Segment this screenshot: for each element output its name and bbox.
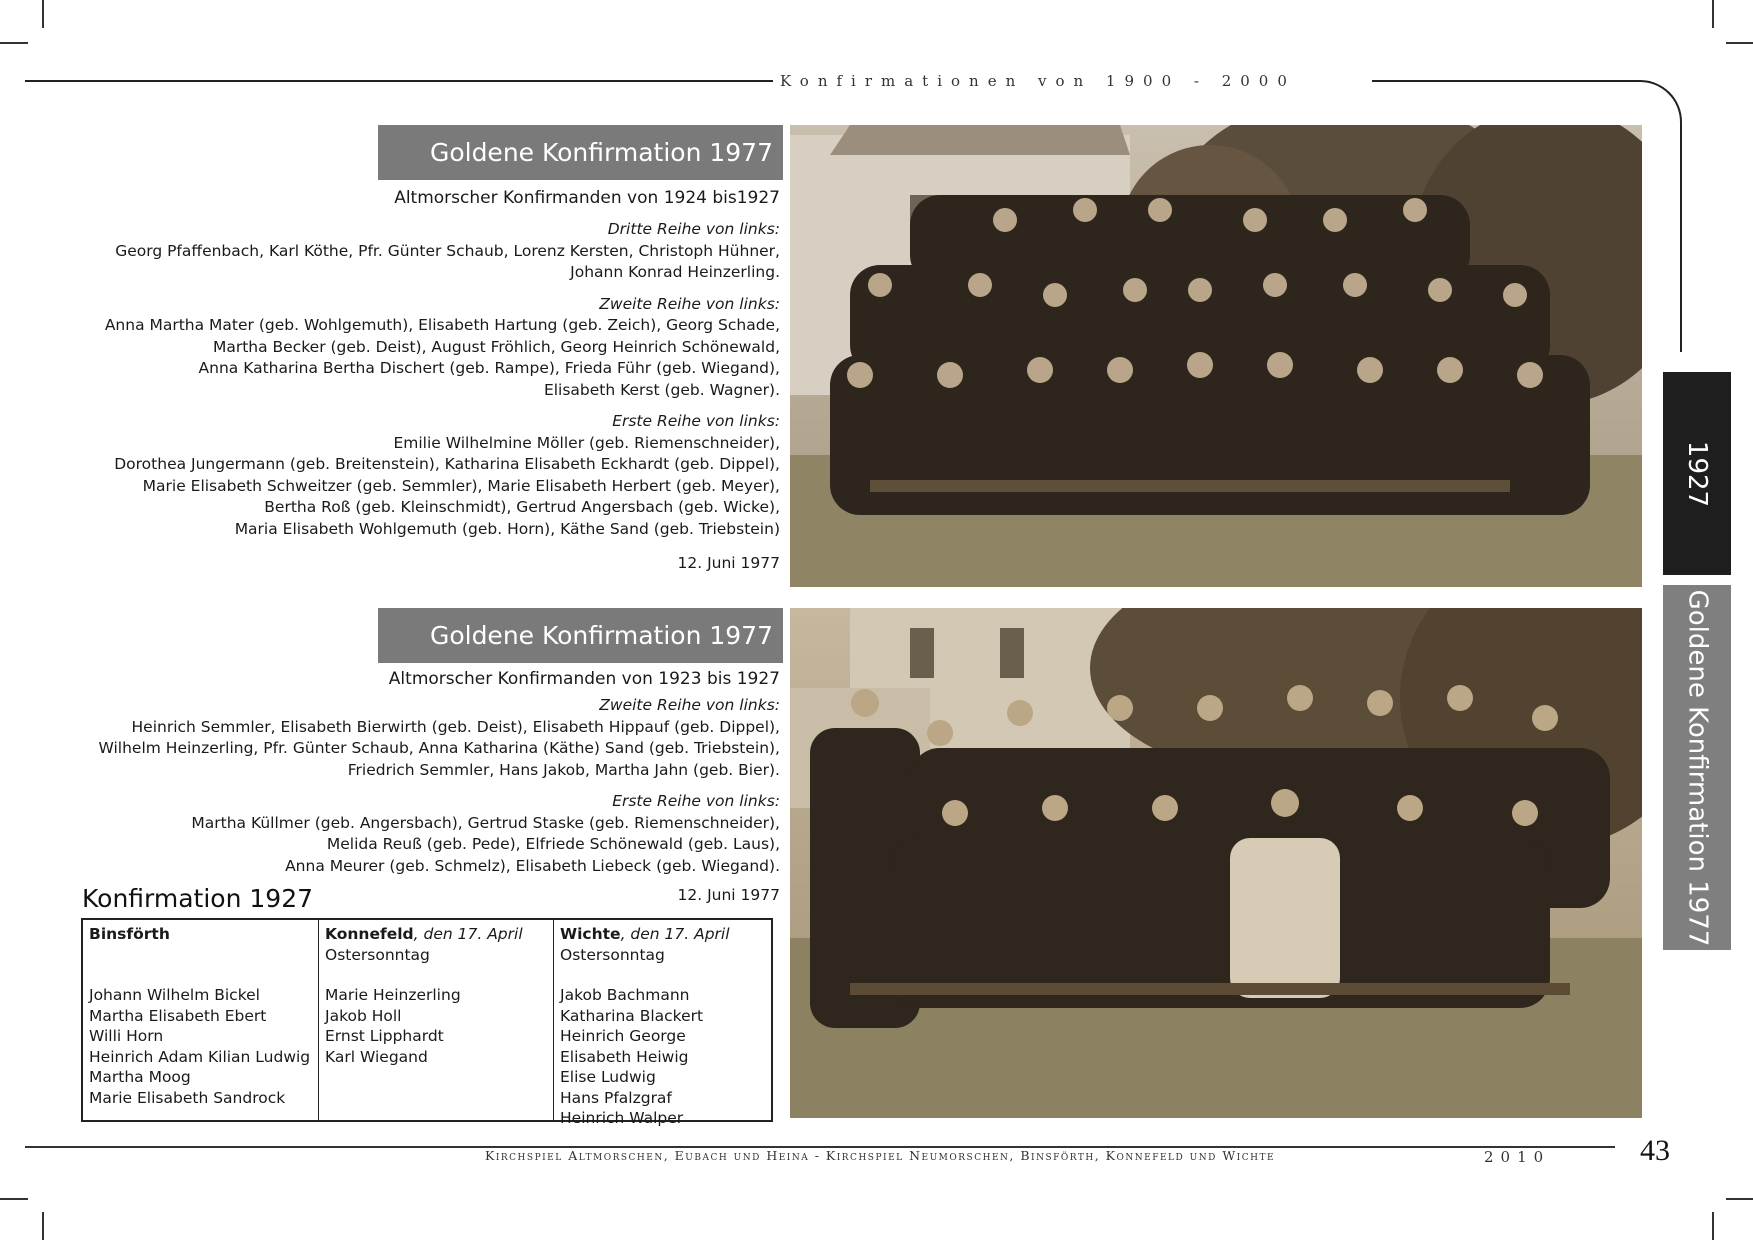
konfirmation-heading: Konfirmation 1927 xyxy=(82,884,314,913)
section1-row1-line: Dorothea Jungermann (geb. Breitenstein), Katharina Elisabeth Eckhardt (geb. Dippel), xyxy=(114,455,780,473)
konf-name: Marie Heinzerling xyxy=(325,986,461,1004)
section2-row2-line: Heinrich Semmler, Elisabeth Bierwirth (geb. Deist), Elisabeth Hippauf (geb. Dippel), xyxy=(131,717,780,736)
konf-name: Heinrich Walper xyxy=(560,1109,684,1127)
crop-mark xyxy=(1712,1212,1714,1240)
konf-names xyxy=(560,985,765,1129)
section2-row1-line: Melida Reuß (geb. Pede), Elfriede Schönewald (geb. Laus), xyxy=(326,835,780,853)
konf-column-binsfoerth xyxy=(83,920,319,1120)
section1-date: 12. Juni 1977 xyxy=(677,554,780,572)
konf-date: , den 17. April xyxy=(620,925,730,943)
footer-text: Kirchspiel Altmorschen, Eubach und Heina - Kirchspiel Neumorschen, Binsförth, Konnefeld und Wichte xyxy=(485,1148,1276,1163)
section2-caption xyxy=(60,695,780,877)
konf-column-konnefeld xyxy=(319,920,554,1120)
section1-row1-line: Maria Elisabeth Wohlgemuth (geb. Horn), Käthe Sand (geb. Triebstein) xyxy=(234,519,780,538)
konf-name: Jakob Bachmann xyxy=(560,986,690,1004)
section1-title-bar xyxy=(378,125,783,180)
section1-subtitle: Altmorscher Konfirmanden von 1924 bis1927 xyxy=(394,188,780,208)
running-header: Konfirmationen von 1900 - 2000 xyxy=(780,72,1296,90)
section1-title: Goldene Konfirmation 1977 xyxy=(429,138,773,167)
header-rule-right xyxy=(1372,80,1632,82)
section2-row2-line: Friedrich Semmler, Hans Jakob, Martha Jahn (geb. Bier). xyxy=(347,760,780,779)
group-photo-1924-1927 xyxy=(790,125,1642,587)
group-photo-1923-1927 xyxy=(790,608,1642,1118)
konf-name: Johann Wilhelm Bickel xyxy=(89,986,260,1004)
konf-day: Ostersonntag xyxy=(560,945,665,964)
konf-day: Ostersonntag xyxy=(325,945,430,964)
konf-name: Elisabeth Heiwig xyxy=(560,1047,689,1066)
konf-name: Hans Pfalzgraf xyxy=(560,1088,672,1107)
konf-name: Karl Wiegand xyxy=(325,1047,428,1066)
konf-name: Jakob Holl xyxy=(325,1006,402,1025)
footer-year: 2010 xyxy=(1484,1148,1551,1166)
section1-caption xyxy=(60,219,780,540)
side-tab-year xyxy=(1663,372,1731,575)
konf-name: Martha Elisabeth Ebert xyxy=(89,1006,267,1025)
konf-name: Martha Moog xyxy=(89,1068,191,1086)
section2-row1-line: Anna Meurer (geb. Schmelz), Elisabeth Liebeck (geb. Wiegand). xyxy=(285,856,780,875)
konf-names xyxy=(325,985,547,1067)
konf-name: Marie Elisabeth Sandrock xyxy=(89,1088,286,1107)
section2-row1-line: Martha Küllmer (geb. Angersbach), Gertrud Staske (geb. Riemenschneider), xyxy=(191,813,780,832)
konf-name: Willi Horn xyxy=(89,1027,164,1045)
konf-column-wichte xyxy=(554,920,771,1127)
header-rule-left xyxy=(25,80,773,82)
crop-mark xyxy=(42,0,44,28)
konf-name: Heinrich George xyxy=(560,1027,686,1045)
konf-place: Wichte xyxy=(560,925,621,943)
section1-row1-line: Marie Elisabeth Schweitzer (geb. Semmler), Marie Elisabeth Herbert (geb. Meyer), xyxy=(142,476,780,495)
section1-row2-line: Anna Martha Mater (geb. Wohlgemuth), Elisabeth Hartung (geb. Zeich), Georg Schade, xyxy=(104,316,780,334)
section1-row1-line: Emilie Wilhelmine Möller (geb. Riemenschneider), xyxy=(393,433,780,452)
crop-mark xyxy=(0,1198,28,1200)
section2-row2-line: Wilhelm Heinzerling, Pfr. Günter Schaub, Anna Katharina (Käthe) Sand (geb. Triebstein), xyxy=(98,739,780,757)
konf-name: Heinrich Adam Kilian Ludwig xyxy=(89,1047,311,1066)
section2-date: 12. Juni 1977 xyxy=(677,886,780,904)
section1-row1-label: Erste Reihe von links: xyxy=(612,412,780,430)
crop-mark xyxy=(1726,1198,1753,1200)
section2-row2-label: Zweite Reihe von links: xyxy=(599,696,780,714)
section1-row3-line: Johann Konrad Heinzerling. xyxy=(570,263,780,281)
crop-mark xyxy=(1726,42,1753,44)
section2-subtitle: Altmorscher Konfirmanden von 1923 bis 1927 xyxy=(388,669,780,689)
crop-mark xyxy=(42,1212,44,1240)
side-tab-section xyxy=(1663,585,1731,950)
page-number: 43 xyxy=(1640,1134,1670,1167)
section2-row1-label: Erste Reihe von links: xyxy=(612,792,780,810)
section1-row2-line: Elisabeth Kerst (geb. Wagner). xyxy=(543,380,780,399)
konf-name: Ernst Lipphardt xyxy=(325,1027,444,1045)
konf-name: Katharina Blackert xyxy=(560,1006,704,1025)
section1-row2-label: Zweite Reihe von links: xyxy=(599,294,780,313)
konf-place: Binsförth xyxy=(89,925,170,943)
crop-mark xyxy=(0,42,28,44)
konf-place: Konnefeld xyxy=(325,925,414,943)
section1-row2-line: Martha Becker (geb. Deist), August Fröhlich, Georg Heinrich Schönewald, xyxy=(212,337,780,356)
side-tab-year-label: 1927 xyxy=(1681,440,1712,507)
section1-row3-label: Dritte Reihe von links: xyxy=(607,220,780,238)
section2-title: Goldene Konfirmation 1977 xyxy=(429,621,773,650)
side-tab-section-label: Goldene Konfirmation 1977 xyxy=(1682,589,1713,946)
section1-row3-line: Georg Pfaffenbach, Karl Köthe, Pfr. Günter Schaub, Lorenz Kersten, Christoph Hühner, xyxy=(115,241,780,260)
section1-row2-line: Anna Katharina Bertha Dischert (geb. Rampe), Frieda Führ (geb. Wiegand), xyxy=(198,359,780,377)
crop-mark xyxy=(1712,0,1714,28)
section2-title-bar xyxy=(378,608,783,663)
konfirmation-table xyxy=(81,918,773,1127)
konf-names xyxy=(89,985,312,1108)
section1-row1-line: Bertha Roß (geb. Kleinschmidt), Gertrud Angersbach (geb. Wicke), xyxy=(264,498,780,516)
konf-date: , den 17. April xyxy=(413,925,523,943)
konf-name: Elise Ludwig xyxy=(560,1068,656,1086)
